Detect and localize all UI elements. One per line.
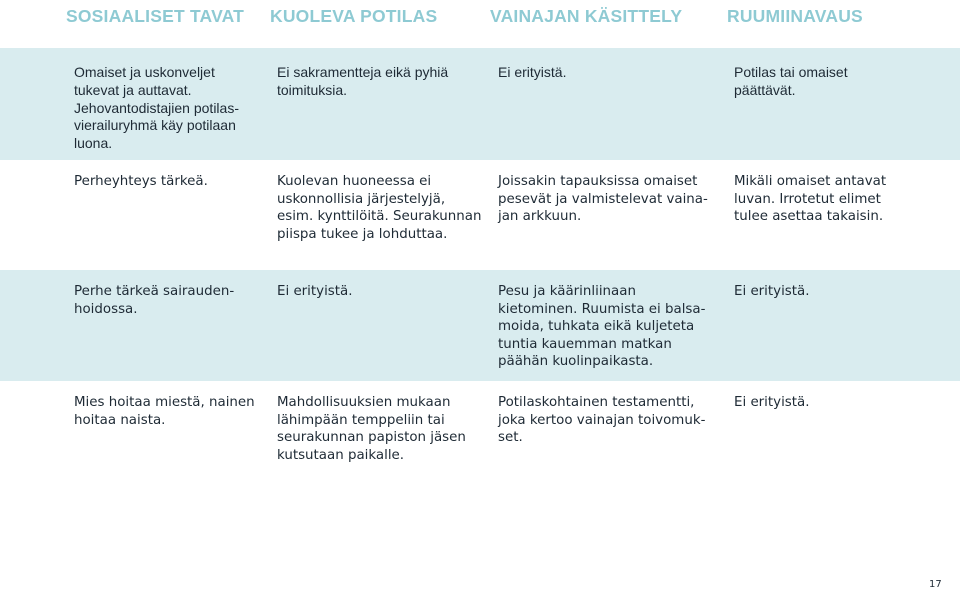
cell-dying-patient: Ei sakramentteja eikä pyhiä toimituksia. bbox=[277, 64, 449, 98]
table-row bbox=[0, 48, 960, 160]
cell-deceased-handling: Ei erityistä. bbox=[498, 64, 567, 80]
cell-dying-patient: Ei erityistä. bbox=[277, 284, 353, 299]
cell-social-customs: Omaiset ja uskonveljet tukevat ja auttavat. Jehovantodistajien potilas- vierailuryhmä käy potilaan luona. bbox=[74, 64, 239, 152]
table-header bbox=[0, 0, 960, 48]
cell-deceased-handling: Potilaskohtainen testamentti, joka kertoo vainajan toivomuk- set. bbox=[498, 395, 706, 446]
table-row bbox=[0, 160, 960, 270]
cell-social-customs: Mies hoitaa miestä, nainen hoitaa naista. bbox=[74, 395, 255, 428]
header-autopsy: RUUMIINAVAUS bbox=[727, 6, 863, 26]
table-row bbox=[0, 270, 960, 381]
table-row bbox=[0, 381, 960, 481]
cell-autopsy: Ei erityistä. bbox=[734, 395, 810, 410]
header-social-customs: SOSIAALISET TAVAT bbox=[66, 6, 245, 26]
cell-dying-patient: Kuolevan huoneessa ei uskonnollisia järjestelyjä, esim. kynttilöitä. Seurakunnan piispa tukee ja lohduttaa. bbox=[277, 174, 482, 242]
page-number: 17 bbox=[929, 579, 942, 590]
header-deceased-handling: VAINAJAN KÄSITTELY bbox=[490, 6, 683, 26]
cell-social-customs: Perhe tärkeä sairauden- hoidossa. bbox=[74, 284, 235, 317]
cell-social-customs: Perheyhteys tärkeä. bbox=[74, 174, 208, 189]
cell-dying-patient: Mahdollisuuksien mukaan lähimpään temppeliin tai seurakunnan papiston jäsen kutsutaan paikalle. bbox=[277, 395, 466, 463]
cell-deceased-handling: Joissakin tapauksissa omaiset pesevät ja valmistelevat vaina- jan arkkuun. bbox=[498, 174, 708, 225]
cell-deceased-handling: Pesu ja käärinliinaan kietominen. Ruumista ei balsa- moida, tuhkata eikä kuljeteta tuntia kauemman matkan päähän kuolinpaikasta. bbox=[498, 284, 706, 370]
cell-autopsy: Potilas tai omaiset päättävät. bbox=[734, 64, 848, 98]
cell-autopsy: Ei erityistä. bbox=[734, 284, 810, 299]
header-dying-patient: KUOLEVA POTILAS bbox=[270, 6, 438, 26]
cell-autopsy: Mikäli omaiset antavat luvan. Irrotetut elimet tulee asettaa takaisin. bbox=[734, 174, 887, 225]
